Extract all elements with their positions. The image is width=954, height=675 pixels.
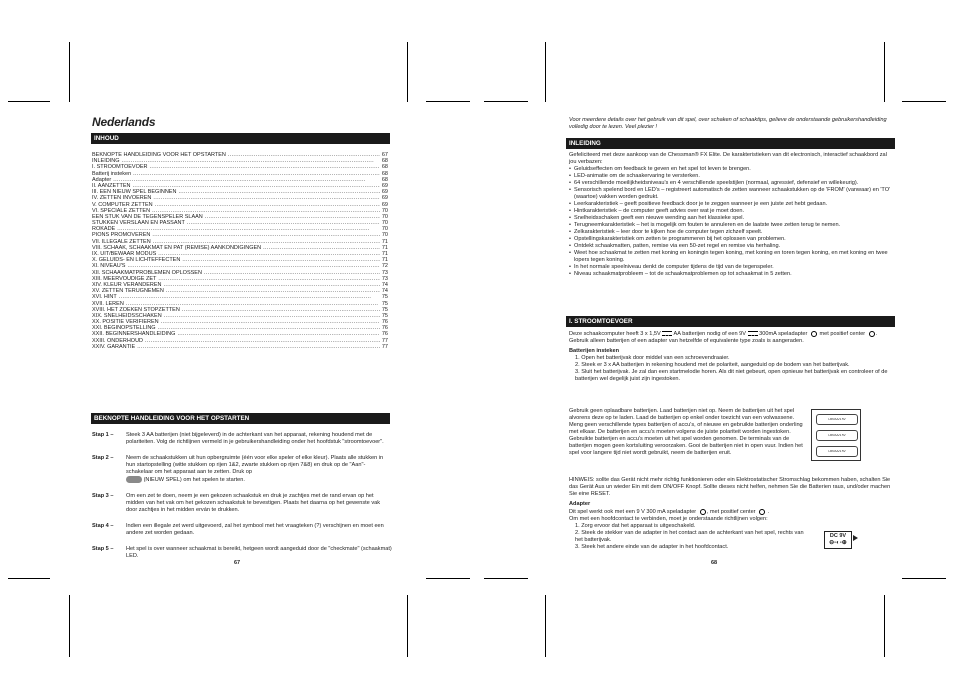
step-label: Stap 2 – (92, 455, 114, 461)
list-item: • Opstellingskarakteristiek om zetten te programmeren bij het oplossen van problemen. (569, 236, 895, 243)
crop-mark (407, 595, 408, 657)
toc-item-page: 71 (381, 238, 388, 245)
battery-cell: LR6/AA/1.5V (816, 430, 858, 441)
hinweis-text: HINWEIS: sollte das Gerät nicht mehr richtig funktionieren oder ein Elektrostatischer Stromschlag bekommen haben, schalten Sie das Gerät Aus un wieder Ein mit dem ON/OFF Knopf. Sollte dieses nicht helfen, nehmen Sie die Batterien raus, und/oder machen Sie eine RESET. (569, 477, 891, 497)
battery-cell: LR6/AA/1.5V (816, 414, 858, 425)
adapter-text-a: Dit spel werkt ook met een 9 V 300 mA speladapter (569, 508, 697, 515)
new-game-button-icon (126, 476, 142, 483)
toc-item-page: 74 (381, 281, 388, 288)
step-label: Stap 5 – (92, 545, 114, 552)
toc-item-title: II. AANZETTEN (92, 182, 131, 189)
toc-item-page: 71 (381, 251, 388, 257)
toc-item-page: 75 (381, 300, 388, 307)
adapter-text: Dit spel werkt ook met een 9 V 300 mA speladapter , met positief center . (569, 508, 770, 515)
feature-list (569, 166, 895, 278)
crop-mark (902, 578, 946, 579)
toc-item-page: 70 (381, 213, 388, 220)
toc-item-title: EEN STUK VAN DE TEGENSPELER SLAAN (92, 213, 203, 220)
toc-item-title: XIII. MEERVOUDIGE ZET (92, 275, 157, 282)
toc-item-title: XX. POSITIE VERIFIEREN (92, 319, 159, 326)
battery-title: Batterijen insteken (569, 347, 620, 354)
toc-item-page: 73 (381, 269, 388, 276)
section-header-inleiding: INLEIDING (566, 138, 895, 149)
step-label: Stap 3 – (92, 492, 114, 499)
adapter-title: Adapter (569, 501, 591, 507)
list-item: • Weet hoe schaakmat te zetten met koning en koningin tegen koning, met koning en toren tegen koning, en met koning en twee lopers tegen koning. (569, 250, 895, 264)
step-1 (92, 432, 392, 446)
list-item: 3. Steek het andere einde van de adapter in het hoofdcontact. (575, 543, 729, 550)
toc-item-title: ROKADE (92, 226, 116, 233)
toc-item-page: 76 (381, 319, 388, 326)
list-item: • Geluidseffecten om feedback te geven en het spel tot leven te brengen. (569, 166, 895, 173)
list-item: 1. Open het batterijvak door middel van een schroevendraaier. (575, 354, 730, 361)
toc-item-title: VI. SPECIALE ZETTEN (92, 207, 151, 214)
toc-item-page: 70 (381, 220, 388, 227)
step-label: Stap 1 – (92, 432, 114, 438)
toc-item-title: XV. ZETTEN TERUGNEMEN (92, 288, 164, 295)
crop-mark (407, 42, 408, 102)
section-header-quickstart: BEKNOPTE HANDLEIDING VOOR HET OPSTARTEN (91, 413, 390, 424)
adapter-steps (569, 523, 809, 551)
toc-item-title: IX. UIT/BEWAAR MODUS (92, 251, 157, 257)
toc-item-page: 68 (381, 176, 388, 183)
toc-item-title: III. EEN NIEUW SPEL BEGINNEN (92, 189, 177, 196)
crop-mark (884, 595, 885, 657)
power-text-a: Deze schaakcomputer heeft 3 x 1,5V (569, 330, 661, 337)
power-text-b: AA batterijen nodig of een 9V (673, 330, 747, 337)
list-item: • Leerkarakteristiek – geeft positieve feedback door je te zeggen wanneer je een juiste zet hebt gedaan. (569, 201, 895, 208)
toc-item-title: PIONS PROMOVEREN (92, 232, 151, 239)
warning-text: Gebruik geen oplaadbare batterijen. Laad batterijen niet op. Neem de batterijen uit het spel alvorens deze op te laden. Laad de batterijen op enkel onder toezicht van een volwassene. Meng geen verschillende types batterijen of accu's, of nieuwe en gebruikte batterijen onderling met elkaar. De batterijen en accu's moeten volgens de juiste polariteit worden ingestoken. Gebruikte batterijen en accu's moeten uit het spel worden genomen. De terminals van de batterijen mogen geen kortsluiting veroorzaken. Gooi de batterijen niet in open vuur. Indien het spel voor langere tijd niet wordt gebruikt, neem de batterijen eruit. (569, 408, 803, 456)
step-text: Om een zet te doen, neem je een gekozen schaakstuk en druk je zachtjes met de rand ervan op het midden van het vak om het gekozen schaakstuk te bevestigen. Plaats het daarna op het gewenste vak door zachtjes in het midden erván te drukken. (126, 492, 381, 513)
toc-item-title: XII. SCHAAKMATPROBLEMEN OPLOSSEN (92, 269, 202, 276)
toc-item-title: Adapter (92, 176, 112, 183)
toc-item-page: 71 (381, 257, 388, 264)
step-text: Steek 3 AA batterijen (niet bijgeleverd) in de achterkant van het apparaat, rekening houdend met de polariteiten. Volg de richtlijnen vermeld in je gebruikershandleiding onder het hoofdstuk "stroomtoevoer". (126, 432, 384, 445)
toc-item-title: V. COMPUTER ZETTEN (92, 201, 153, 208)
toc-item-title: BEKNOPTE HANDLEIDING VOOR HET OPSTARTEN (92, 152, 226, 158)
polarity-center-icon (867, 330, 876, 337)
warning-block (569, 408, 805, 457)
list-item: • Sensorisch spelend bord en LED's – registreert automatisch de zetten wanneer schaakstukken op de 'FROM' (vanwaar) en 'TO' (waartoe) vakken worden gedrukt. (569, 187, 895, 201)
toc-item-title: XIX. SNELHEIDSSCHAKEN (92, 312, 162, 319)
toc-leader (137, 344, 380, 350)
toc-item-title: XVIII. HET ZOEKEN STOPZETTEN (92, 306, 180, 313)
step-4 (92, 523, 392, 537)
section-header-inhoud: INHOUD (91, 133, 390, 144)
list-item: 1. Zorg ervoor dat het apparaat is uitgeschakeld. (575, 522, 696, 529)
toc-item-page: 74 (381, 288, 388, 295)
toc-item-title: XXII. BEGINNERSHANDLEIDING (92, 331, 176, 338)
toc-item-title: XXIV. GARANTIE (92, 343, 136, 350)
quickstart-steps (92, 432, 392, 569)
toc-item-page: 68 (381, 170, 388, 177)
power-block (569, 330, 895, 383)
dc-9v-label: DC 9V (829, 533, 847, 539)
step-text (126, 455, 392, 484)
crop-mark (545, 595, 546, 657)
crop-mark (484, 578, 528, 579)
battery-steps (569, 355, 895, 383)
polarity-icon (698, 508, 707, 515)
page-number-right: 68 (711, 560, 718, 566)
toc-item-page: 76 (381, 325, 388, 332)
list-item: • 64 verschillende moeilijkheidsniveau's en 4 verschillende speelstijlen (normaal, agressief, defensief en willekeurig). (569, 180, 895, 187)
table-of-contents (92, 152, 388, 350)
list-item: 2. Steek er 3 x AA batterijen in rekening houdend met de polariteit, aangeduid op de bodem van het batterijvak. (575, 361, 850, 368)
polarity-center-icon (757, 508, 766, 515)
list-item: • Niveau schaakmatprobleem – tot de schaakmatproblemen op tot schaakmat in 5 zetten. (569, 271, 895, 278)
toc-item-page: 68 (381, 164, 388, 171)
toc-item-page: 73 (381, 275, 388, 282)
crop-mark (884, 42, 885, 102)
toc-item-page: 68 (381, 158, 388, 165)
arrow-right-icon (853, 535, 858, 541)
inleiding-block (569, 152, 895, 278)
toc-item-page: 71 (381, 244, 388, 251)
dc-symbol-icon (662, 331, 672, 336)
dc-symbol-icon (748, 331, 758, 336)
toc-item-title: I. STROOMTOEVOER (92, 164, 148, 171)
toc-item-title: XVII. LEREN (92, 300, 124, 307)
toc-item-page: 76 (381, 331, 388, 338)
dc-9v-diagram (824, 531, 852, 549)
step-3 (92, 493, 392, 514)
polarity-diagram-icon: ⊖-◐-⊕ (829, 540, 847, 546)
list-item: • In het normale speelniveau denkt de computer tijdens de tijd van de tegenspeler. (569, 264, 895, 271)
polarity-icon (809, 330, 818, 337)
power-text-e: . Gebruik alleen batterijen of een adapter van hetzelfde of equivalente type zoals is aangeraden. (569, 330, 878, 344)
toc-item-title: Batterij insteken (92, 170, 132, 177)
toc-item-page: 75 (381, 306, 388, 313)
step-2 (92, 455, 392, 484)
step-text: Het spel is over wanneer schaakmat is bereikt, hetgeen wordt aangeduid door de "checkmate" (schaakmat) LED. (126, 545, 392, 559)
list-item: • Hintkarakteristiek – de computer geeft advies over wat je moet doen. (569, 208, 895, 215)
toc-item-page: 72 (381, 263, 388, 270)
toc-item-title: XXIII. ONDERHOUD (92, 337, 144, 344)
toc-item-page: 75 (381, 294, 388, 301)
toc-item[interactable] (92, 344, 388, 350)
battery-cell: LR6/AA/1.5V (816, 446, 858, 457)
list-item: • LED-animatie om de schaakervaring te versterken. (569, 173, 895, 180)
adapter-instructions: Om met een hoofdcontact te verbinden, moet je onderstaande richtlijnen volgen: (569, 515, 768, 522)
list-item: • Ontdekt schaakmatten, patten, remise via een 50-zet regel en remise via herhaling. (569, 243, 895, 250)
step-text-b: (NIEUW SPEL) om het spelen te starten. (143, 476, 245, 483)
crop-mark (902, 101, 946, 102)
crop-mark (8, 101, 50, 102)
toc-item-title: XIV. KLEUR VERANDEREN (92, 281, 162, 288)
toc-item-title: XI. NIVEAU'S (92, 263, 126, 270)
toc-item-page: 69 (381, 182, 388, 189)
intro-text: Voor meerdere details over het gebruik van dit spel, over schaken of schaaktips, gelieve de onderstaande gebruikershandleiding volledig door te lezen. Veel plezier ! (569, 117, 887, 130)
crop-mark (484, 101, 528, 102)
crop-mark (69, 42, 70, 102)
toc-item-title: XVI. HINT (92, 294, 117, 301)
toc-item-title: XXI. BEGINOPSTELLING (92, 325, 156, 332)
list-item: • Zelkarakteristiek – leer door te kijken hoe de computer tegen zichzelf speelt. (569, 229, 895, 236)
toc-item-page: 70 (381, 226, 388, 233)
toc-item-title: VIII. SCHAAK, SCHAAKMAT EN PAT (REMISE) AANKONDIGINGEN (92, 244, 262, 251)
toc-item-page: 75 (381, 312, 388, 319)
page-number-left: 67 (234, 560, 241, 566)
toc-item-title: STUKKEN VERSLAAN EN PASSANT (92, 220, 185, 227)
step-label: Stap 4 – (92, 522, 114, 529)
toc-item-page: 69 (381, 189, 388, 196)
inleiding-text: Gefeliciteerd met deze aankoop van de Chessman® FX Elite. De karakteristieken van dit electronisch, interactief schaakbord zal jou verbazen: (569, 152, 887, 165)
crop-mark (545, 42, 546, 102)
power-text-c: 300mA speladapter (759, 330, 808, 337)
battery-compartment-diagram (811, 409, 861, 461)
toc-item-page: 67 (381, 152, 388, 158)
toc-item-title: VII. ILLEGALE ZETTEN (92, 238, 151, 245)
crop-mark (426, 578, 470, 579)
toc-item-page: 77 (381, 337, 388, 344)
page-title: Nederlands (92, 115, 156, 129)
toc-item-page: 77 (381, 343, 388, 350)
toc-item-page: 70 (381, 232, 388, 239)
step-text: Indien een illegale zet werd uitgevoerd, zal het symbool met het vraagteken (?) verschijnen en moet een andere zet worden gedaan. (126, 522, 384, 536)
step-5 (92, 546, 392, 560)
toc-item-title: IV. ZETTEN INVOEREN (92, 195, 152, 202)
list-item: 3. Sluit het batterijvak. Je zal dan een startmelodie horen. Als dit niet gebeurt, open opnieuw het batterijvak en controleer of de batterijen wel degelijk juist zijn ingestoken. (575, 368, 888, 382)
adapter-text-b: , met positief center (706, 508, 756, 515)
list-item: 2. Steek de stekker van de adapter in het contact aan de achterkant van het spel, rechts van het batterijvak. (575, 529, 804, 543)
power-text-d: met positief center (819, 330, 866, 337)
toc-item-page: 69 (381, 201, 388, 208)
toc-item-page: 69 (381, 195, 388, 202)
list-item: • Snelheidsschaken geeft een nieuwe wending aan het klassieke spel. (569, 215, 895, 222)
toc-item-page: 70 (381, 207, 388, 214)
list-item: • Terugneemkarakteristiek – het is mogelijk om fouten te annuleren en de laatste twee zetten terug te nemen. (569, 222, 895, 229)
power-text (569, 330, 895, 345)
crop-mark (426, 101, 470, 102)
crop-mark (8, 578, 50, 579)
toc-item-title: INLEIDING (92, 158, 120, 165)
toc-item-title: X. GELUIDS- EN LICHTEFFECTEN (92, 257, 181, 264)
section-header-power: I. STROOMTOEVOER (566, 316, 895, 327)
crop-mark (69, 595, 70, 657)
step-text-a: Neem de schaakstukken uit hun opbergruimte (één voor elke speler of elke kleur). Plaats alle stukken in hun startopstelling (witte stukken op rijen 1&2, zwarte stukken op rijen 7&8) en druk op de "Aan"-schakelaar om het apparaat aan te zetten. Druk op (126, 455, 384, 475)
